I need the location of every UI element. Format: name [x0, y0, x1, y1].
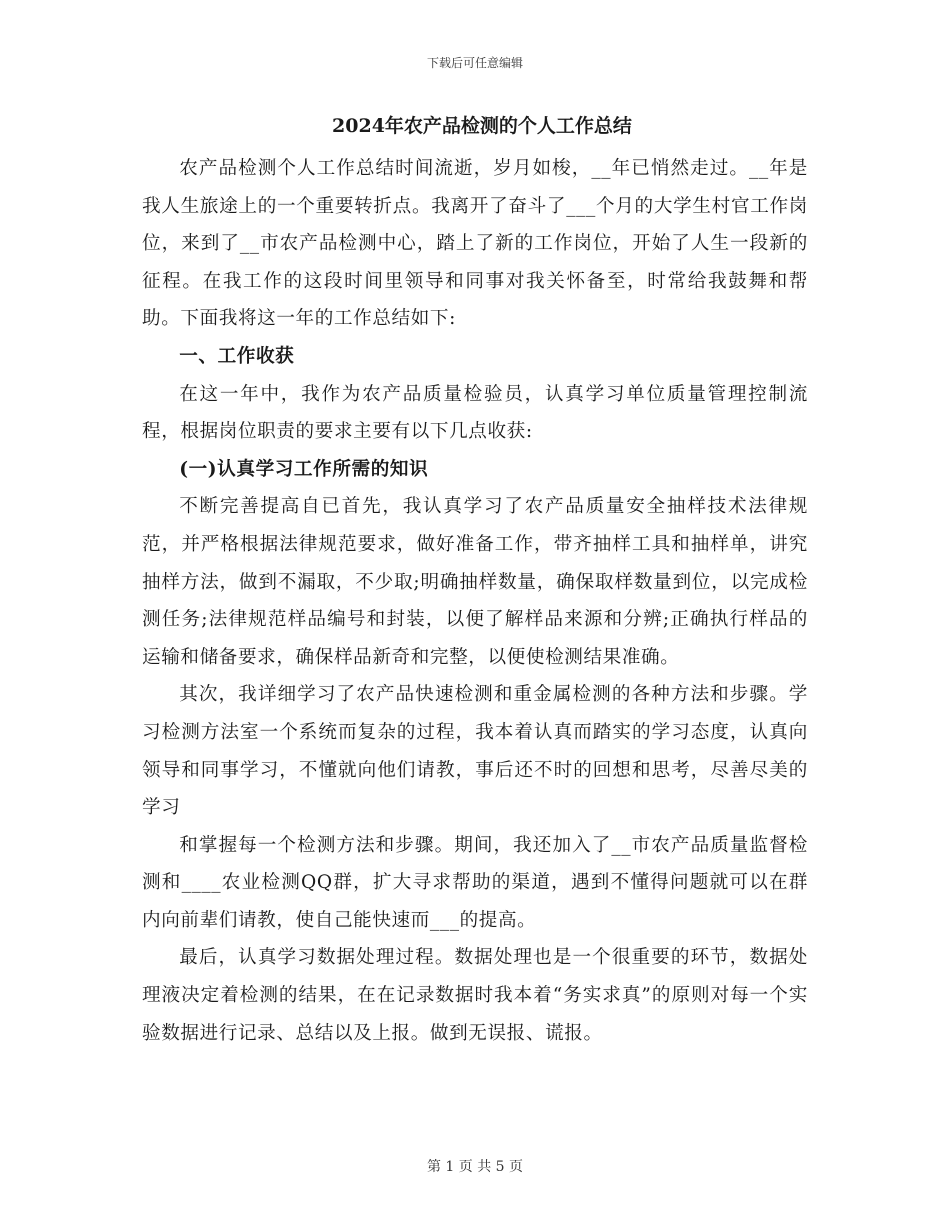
paragraph-sampling: 不断完善提高自已首先，我认真学习了农产品质量安全抽样技术法律规范，并严格根据法律规范要求，做好准备工作，带齐抽样工具和抽样单，讲究抽样方法，做到不漏取，不少取;明确抽样数量，确保取样数量到位，以完成检测任务;法律规范样品编号和封装，以便了解样品来源和分辨;正确执行样品的运输和储备要求，确保样品新奇和完整，以便使检测结果准确。 [142, 496, 808, 668]
document-title: 2024年农产品检测的个人工作总结 [332, 115, 632, 137]
document-body [142, 110, 808, 1052]
page-header: 下载后可任意编辑 [426, 56, 523, 70]
paragraph-gains-intro: 在这一年中，我作为农产品质量检验员，认真学习单位质量管理控制流程，根据岗位职责的要求主要有以下几点收获: [142, 383, 808, 443]
paragraph-testing-methods: 其次，我详细学习了农产品快速检测和重金属检测的各种方法和步骤。学习检测方法室一个系统而复杂的过程，我本着认真而踏实的学习态度，认真向领导和同事学习，不懂就向他们请教，事后还不时的回想和思考，尽善尽美的学习 [142, 684, 808, 819]
section-heading-work-gains: 一、工作收获 [179, 345, 295, 367]
paragraph-data-processing: 最后，认真学习数据处理过程。数据处理也是一个很重要的环节，数据处理液决定着检测的结果，在在记录数据时我本着“务实求真”的原则对每一个实验数据进行记录、总结以及上报。做到无误报、谎报。 [142, 947, 808, 1044]
paragraph-intro: 农产品检测个人工作总结时间流逝，岁月如梭，__年已悄然走过。__年是我人生旅途上的一个重要转折点。我离开了奋斗了___个月的大学生村官工作岗位，来到了__市农产品检测中心，踏上了新的工作岗位，开始了人生一段新的征程。在我工作的这段时间里领导和同事对我关怀备至，时常给我鼓舞和帮助。下面我将这一年的工作总结如下: [142, 158, 808, 330]
paragraph-qq-group: 和掌握每一个检测方法和步骤。期间，我还加入了__市农产品质量监督检测和____农业检测QQ群，扩大寻求帮助的渠道，遇到不懂得问题就可以在群内向前辈们请教，使自己能快速而___的提高。 [142, 834, 808, 931]
page-footer: 第 1 页 共 5 页 [426, 1159, 524, 1175]
subsection-heading-learning: (一)认真学习工作所需的知识 [179, 458, 429, 480]
